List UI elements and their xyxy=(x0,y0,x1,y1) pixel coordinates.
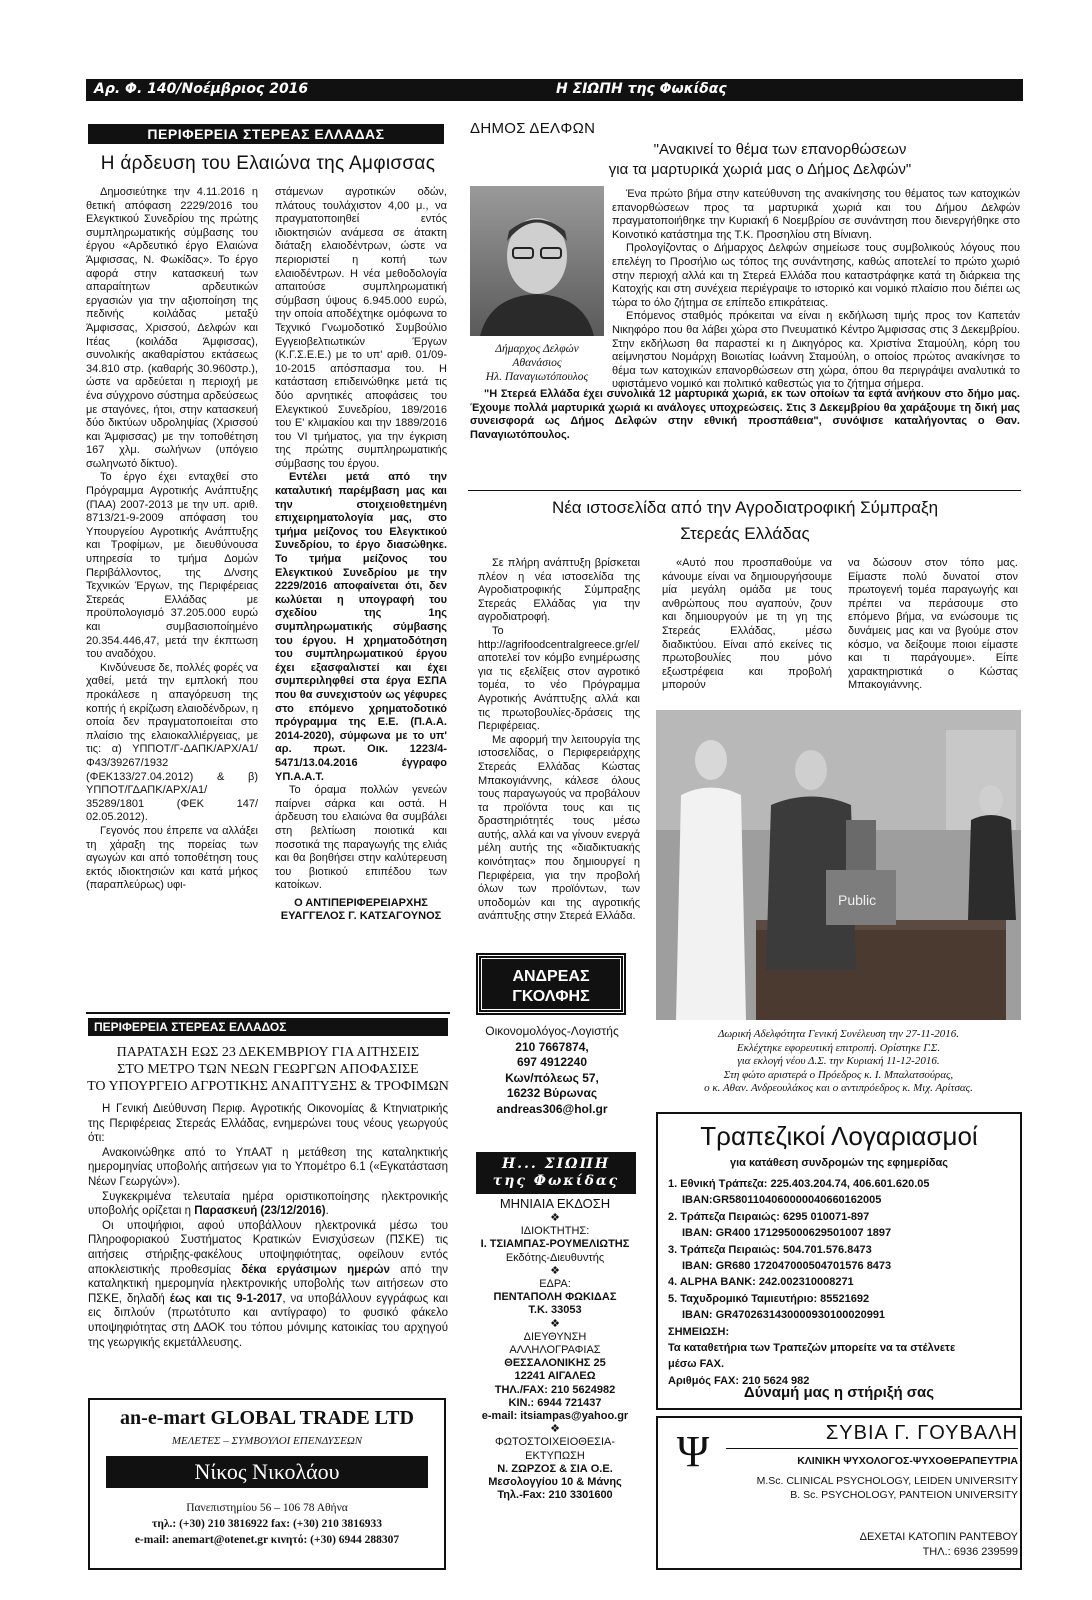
ad2-line: Οικονομολόγος-Λογιστής xyxy=(485,1024,619,1038)
art4-p4 xyxy=(88,1219,448,1350)
art3-c1-p2: Το http://agrifoodcentralgreece.gr/el/ αποτελεί τον κόμβο ενημέρωσης για τις εξελίξεις στον αγροτικό τομέα, το νέο Πρόγραμμα Αγροτικής Ανάπτυξης αλλά και τις πρωτοβουλίες-δράσεις της Περιφέρειας. xyxy=(478,624,640,733)
separator-icon: ❖ xyxy=(550,1317,560,1330)
bank-line: 3. Τράπεζα Πειραιώς: 504.701.576.8473 xyxy=(668,1243,872,1256)
divider xyxy=(86,1012,450,1014)
ad1-address: Πανεπιστημίου 56 – 106 78 Αθήνα xyxy=(186,1502,348,1514)
masthead-owner-label: ΙΔΙΟΚΤΗΤΗΣ: xyxy=(520,1225,590,1238)
mayor-photo xyxy=(470,186,604,336)
bank-line: 4. ALPHA BANK: 242.002310008271 xyxy=(668,1276,854,1289)
masthead-email: e-mail: itsiampas@yahoo.gr xyxy=(481,1410,629,1423)
bank-accounts-box xyxy=(656,1112,1022,1410)
mayor-portrait-icon xyxy=(470,186,604,336)
masthead-mail-1: ΘΕΣΣΑΛΟΝΙΚΗΣ 25 xyxy=(504,1357,606,1370)
bank-title: Τραπεζικοί Λογαριασμοί xyxy=(700,1121,978,1151)
masthead-subtitle: ΜΗΝΙΑΙΑ ΕΚΔΟΣΗ xyxy=(499,1196,611,1211)
masthead-seat-tk: Τ.Κ. 33053 xyxy=(528,1304,582,1317)
ad3-role: ΚΛΙΝΙΚΗ ΨΥΧΟΛΟΓΟΣ-ΨΥΧΟΘΕΡΑΠΕΥΤΡΙΑ xyxy=(797,1455,1018,1467)
ad2-details xyxy=(470,1024,634,1117)
art2-title-2: για τα μαρτυρικά χωριά μας ο Δήμος Δελφών" xyxy=(608,161,912,178)
caption-line: Δήμαρχος Δελφών xyxy=(495,343,579,355)
art3-c3-p1: να δώσουν στον τόπο μας. Είμαστε πολύ δυνατοί στον πρωτογενή τομέα παραγωγής και πρέπει να περάσουμε στο επόμενο βήμα, να ενώσουμε τις δυνάμεις μας και να βγούμε στον κόσμο, να δείξουμε ποιοι είμαστε και τι παράγουμε». Είπε χαρακτηριστικά ο Κώστας Μπακογιάννης. xyxy=(848,557,1018,692)
issue-date: Αρ. Φ. 140/Νοέμβριος 2016 xyxy=(94,81,309,97)
caption-line: Ηλ. Παναγιωτόπουλος xyxy=(485,371,589,383)
caption-line: Δωρική Αδελφότητα Γενική Συνέλευση την 27-11-2016. xyxy=(717,1028,960,1040)
ad1-subtitle: ΜΕΛΕΤΕΣ – ΣΥΜΒΟΥΛΟΙ ΕΠΕΝΔΥΣΕΩΝ xyxy=(171,1435,363,1447)
masthead-seat: ΠΕΝΤΑΠΟΛΗ ΦΩΚΙΔΑΣ xyxy=(493,1291,617,1304)
masthead-mob: ΚΙΝ.: 6944 721437 xyxy=(508,1396,602,1409)
masthead-print-2: Μεσολογγίου 10 & Μάνης xyxy=(488,1476,622,1489)
art1-c1-p4: Γεγονός που έπρεπε να αλλάξει τη χάραξη της πορείας των αγωγών και από τοποθέτηση τους εκτός ιδιοκτησιών και κατά μήκος (παραπλεύρως) υφι- xyxy=(86,824,258,892)
art2-title-1: "Ανακινεί το θέμα των επανορθώσεων xyxy=(653,141,907,158)
ad3-name: ΣΥΒΙΑ Γ. ΓΟΥΒΑΛΗ xyxy=(825,1422,1018,1444)
association-photo xyxy=(656,710,1021,1020)
art4-body xyxy=(88,1102,448,1392)
art4-p1: Η Γενική Διεύθυνση Περιφ. Αγροτικής Οικονομίας & Κτηνιατρικής της Περιφέρειας Στερεάς Ελλάδας, ενημερώνει τους νέους γεωργούς ότι: xyxy=(88,1103,448,1145)
art3-c1-p3: Με αφορμή την λειτουργία της ιστοσελίδας, ο Περιφερειάρχης Στερεάς Ελλάδας Κώστας Μπακογιάννης, κάλεσε όλους τους παραγωγούς να προβάλουν τα προϊόντα τους και τις δραστηριότητές τους μέσω αυτής, αλλά και να γίνουν ενεργά μέλη αυτής της «διαδικτυακής κοινότητας» που δημιουργεί η Περιφέρεια, για την προβολή όλων των προϊόντων, των υποδομών και της αγροτικής ανάπτυξης στην Στερεά Ελλάδα. xyxy=(478,733,640,923)
masthead-owner: Ι. ΤΣΙΑΜΠΑΣ-ΡΟΥΜΕΛΙΩΤΗΣ xyxy=(480,1238,630,1251)
art2-p1: Ένα πρώτο βήμα στην κατεύθυνση της ανακίνησης του θέματος των κατοχικών επανορθώσεων προς τα μαρτυρικά χωριά και του Δήμου Δελφών πραγματοποιήθηκε την Κυριακή 6 Νοεμβρίου σε συνάντηση που διενεργήθηκε στο Κοινοτικό κατάστημα της Τ.Κ. Προσηλίου στη Βίνιανη. xyxy=(612,188,1020,241)
association-caption xyxy=(656,1028,1021,1096)
bank-line: 5. Ταχυδρομικό Ταμιευτήριο: 85521692 xyxy=(668,1292,870,1305)
art3-column-3 xyxy=(848,557,1018,707)
art3-column-1 xyxy=(478,557,640,947)
bank-line: 2. Τράπεζα Πειραιώς: 6295 010071-897 xyxy=(668,1210,870,1223)
ad1-name: Νίκος Νικολάου xyxy=(106,1456,428,1488)
masthead-print-label: ΦΩΤΟΣΤΟΙΧΕΙΟΘΕΣΙΑ-ΕΚΤΥΠΩΣΗ xyxy=(494,1436,616,1462)
ad2-email: andreas306@hol.gr xyxy=(496,1101,608,1116)
art2-kicker: ΔΗΜΟΣ ΔΕΛΦΩΝ xyxy=(470,120,596,137)
bank-subtitle: για κατάθεση συνδρομών της εφημερίδας xyxy=(730,1157,948,1169)
masthead-info xyxy=(470,1196,640,1502)
art2-column xyxy=(612,188,1020,391)
bank-slogan: Δύναμή μας η στήριξή σας xyxy=(743,1384,935,1401)
art1-c2-p2: Εντέλει μετά από την καταλυτική παρέμβαση μας και την στοιχειοθετημένη επιχειρηματολογία μας, στο τμήμα μείζονος του Ελεγκτικού Συνεδρίου, το έργο διασώθηκε. Το τμήμα μείζονος του Ελεγκτικού Συνεδρίου με την 2229/2016 αποφαίνεται ότι, δεν κωλύεται η υπογραφή του σχεδίου της 1ης συμπληρωματικής σύμβασης του έργου. Η χρηματοδότηση του συμπληρωματικού έργου έχει εξασφαλιστεί και έχει συμπεριληφθεί στα έργα ΕΣΠΑ που θα συνεχιστούν ως γέφυρες στο επόμενο χρηματοδοτικό πρόγραμμα της Ε.Ε. (Π.Α.Α. 2014-2020), σύμφωνα με το υπ' αρ. πρωτ. Οικ. 1223/4-5471/13.04.2016 έγγραφο ΥΠ.Α.Α.Τ. xyxy=(275,471,447,783)
ad2-line: Κων/πόλεως 57, xyxy=(505,1070,599,1085)
art4-title-line: ΤΟ ΥΠΟΥΡΓΕΙΟ ΑΓΡΟΤΙΚΗΣ ΑΝΑΠΤΥΞΗΣ & ΤΡΟΦΙΜΩΝ xyxy=(87,1079,449,1094)
ad1-phone: τηλ.: (+30) 210 3816922 fax: (+30) 210 3816933 xyxy=(152,1518,382,1530)
bank-note: Τα καταθετήρια των Τραπεζών μπορείτε να τα στέλνετε μέσω FAX. xyxy=(668,1342,956,1371)
page-number: 5 xyxy=(1082,81,1092,97)
art2-p3: Επόμενος σταθμός πρόκειται να είναι η εκδήλωση τιμής προς τον Καπετάν Νικηφόρο που θα λάβει χώρα στο Πνευματικό Κέντρο Άμφισσας στις 3 Δεκεμβρίου. Στην εκδήλωση θα παραστεί κι η Δικηγόρος κα. Χριστίνα Σταμούλη, κόρη του αείμνηστου Νομάρχη Βοιωτίας Ιωάννη Σταμούλη, ο οποίος πρώτος ανακίνησε το θέμα των κατοχικών επανορθώσεων στη χώρα, όπου θα περιγράψει αναλυτικά το υφιστάμενο νομικό και πολιτικό καθεστώς για το ζήτημα σήμερα. xyxy=(612,310,1020,391)
art1-kicker: ΠΕΡΙΦΕΡΕΙΑ ΣΤΕΡΕΑΣ ΕΛΛΑΔΑΣ xyxy=(88,124,444,144)
art2-p2: Προλογίζοντας ο Δήμαρχος Δελφών σημείωσε τους συμβολικούς λόγους που επελέγη το Προσήλιο ως τόπος της συνάντησης, καθώς αποτελεί το πρώτο χωριό στην περιοχή αλλά και τη Στερεά Ελλάδα που καταστράφηκε κατά τη διάρκεια της Κατοχής και στη συνέχεια περιέγραψε το ιστορικό και νομικό πλαίσιο που διέπει ως τώρα το όλο ζήτημα σε επίπεδο επικράτειας. xyxy=(612,242,1020,309)
art1-column-2 xyxy=(275,186,447,1012)
ad3-degree-2: B. Sc. PSYCHOLOGY, PANTEION UNIVERSITY xyxy=(790,1489,1018,1501)
art1-column-1 xyxy=(86,186,258,1012)
ad3-appointment xyxy=(718,1530,1018,1560)
ad1-company: an-e-mart GLOBAL TRADE LTD xyxy=(120,1407,414,1429)
bank-iban: IBAN: GR680 172047000504701576 8473 xyxy=(682,1260,892,1273)
art3-c2-p1: «Αυτό που προσπαθούμε να κάνουμε είναι να δημιουργήσουμε μία μεγάλη ομάδα με τους ανθρώπους που αγαπούν, ζουν και δημιουργούν με τη γη της Στερεάς Ελλάδας, μέσω διαδικτύου. Είναι από εκείνες τις πρωτοβουλίες που μόνο εξωστρέφεια και προβολή μπορούν xyxy=(662,557,832,692)
art1-signature-title: Ο ΑΝΤΙΠΕΡΙΦΕΡΕΙΑΡΧΗΣ xyxy=(294,896,428,909)
masthead-title-1: Η... ΣΙΩΠΗ xyxy=(501,1156,611,1172)
ad2-name: ΑΝΔΡΕΑΣ ΓΚΟΛΦΗΣ xyxy=(478,955,624,1013)
ad3-degrees xyxy=(718,1474,1018,1502)
art4-title-line: ΣΤΟ ΜΕΤΡΟ ΤΩΝ ΝΕΩΝ ΓΕΩΡΓΩΝ ΑΠΟΦΑΣΙΣΕ xyxy=(117,1062,419,1077)
ad2-line: 697 4912240 xyxy=(516,1055,588,1069)
art4-p3 xyxy=(88,1190,448,1219)
anemart-ad xyxy=(88,1398,446,1570)
art2-quote-text: "Η Στερεά Ελλάδα έχει συνολικά 12 μαρτυρικά χωριά, εκ των οποίων τα εφτά ανήκουν στο δήμο μας. Έχουμε πολλά μαρτυρικά χωριά κι ανάλογες υποχρεώσεις. Στις 3 Δεκεμβρίου θα χαράξουμε τη δική μας συνεισφορά ως Δήμος Δελφών στην εθνική προσπάθεια", συνόψισε καταλήγοντας ο Θαν. Παναγιωτόπουλος. xyxy=(470,388,1020,441)
ad2-line: 210 7667874, xyxy=(515,1039,589,1054)
bag-text: Public xyxy=(838,892,877,908)
art4-p2: Ανακοινώθηκε από το ΥπΑΑΤ η μετάθεση της καταληκτικής ημερομηνίας υποβολής αιτήσεων για το Υπομέτρο 6.1 («Εγκατάσταση Νέων Γεωργών»). xyxy=(88,1146,448,1188)
separator-icon: ❖ xyxy=(550,1423,560,1436)
masthead-logo xyxy=(476,1152,636,1194)
art3-title-1: Νέα ιστοσελίδα από την Αγροδιατροφική Σύμπραξη xyxy=(551,498,939,517)
masthead-seat-label: ΕΔΡΑ: xyxy=(539,1278,571,1291)
masthead-print-1: Ν. ΖΩΡΖΟΣ & ΣΙΑ Ο.Ε. xyxy=(497,1462,613,1475)
art4-days: δέκα εργάσιμων ημερών xyxy=(241,1263,390,1276)
ad2-line: 16232 Βύρωνας xyxy=(506,1086,598,1100)
caption-line: για εκλογή νέου Δ.Σ. την Κυριακή 11-12-2016. xyxy=(737,1055,940,1067)
caption-line: Αθανάσιος xyxy=(512,357,562,369)
art1-c1-p3: Κινδύνευσε δε, πολλές φορές να χαθεί, μετά την εμπλοκή που προκάλεσε η απαγόρευση της κοπής ή εκρίζωση ελαιοδένδρων, η οποία δεν πραγματοποιείται στο πλαίσιο της ελαιοκαλλιέργειας, με τις: α) ΥΠΠΟΤ/Γ-ΔΑΠΚ/ΑΡΧ/Α1/Φ43/39267/1932 (ΦΕΚ133/27.04.2012) & β) ΥΠΠΟΤ/ΓΔΑΠΚ/ΑΡΧ/Α1/ 35289/1801 (ΦΕΚ 147/ 02.05.2012). xyxy=(86,661,258,824)
art4-p3-text: Συγκεκριμένα τελευταία ημέρα οριστικοποίησης ηλεκτρονικής υποβολής ορίζεται η xyxy=(88,1190,448,1218)
masthead-mail-2: 12241 ΑΙΓΑΛΕΩ xyxy=(514,1370,596,1383)
art3-title-2: Στερεάς Ελλάδας xyxy=(680,524,810,543)
masthead-mail-label: ΔΙΕΥΘΥΝΣΗ ΑΛΛΗΛΟΓΡΑΦΙΑΣ xyxy=(509,1330,601,1357)
art1-signature-name: ΕΥΑΓΓΕΛΟΣ Γ. ΚΑΤΣΑΓΟΥΝΟΣ xyxy=(280,910,442,923)
bank-iban: IBAN: GR400 171295000629501007 1897 xyxy=(682,1227,892,1240)
bank-iban: IBAN:GR5801104060000040660162005 xyxy=(682,1194,882,1207)
mayor-caption xyxy=(470,342,604,384)
separator-icon: ❖ xyxy=(550,1264,560,1277)
psi-symbol-icon: Ψ xyxy=(676,1427,710,1476)
ad3-phone: ΤΗΛ.: 6936 239599 xyxy=(922,1546,1018,1558)
ad1-contact xyxy=(90,1500,444,1548)
art1-c2-p1: στάμενων αγροτικών οδών, πλάτους τουλάχιστον 4,00 μ., να πραγματοποιηθεί εντός ιδιοκτησιών ανάμεσα σε άτακτη διάταξη ελαιοδέντρων, ώστε να περιοριστεί η κοπή των ελαιοδέντρων. Η νέα μεθοδολογία απαιτούσε συμπληρωματική σύμβαση ύψους 6.945.000 ευρώ, την οποία αποδέχτηκε ομόφωνα το Τεχνικό Γνωμοδοτικό Συμβούλιο Εγγειοβελτιωτικών Έργων (Κ.Γ.Σ.Ε.Ε.) με το υπ' αριθ. 01/09-10-2015 απόσπασμα του. Η κατάσταση επιδεινώθηκε μετά τις δύο αρνητικές αποφάσεις του Ελεγκτικού Συνεδρίου, 189/2016 του Ε' κλιμακίου και την 1889/2016 του VI τμήματος, για την έγκριση της πρώτης συμπληρωματικής σύμβασης του έργου. xyxy=(275,186,447,470)
art3-c1-p1: Σε πλήρη ανάπτυξη βρίσκεται πλέον η νέα ιστοσελίδα της Αγροδιατροφικής Σύμπραξης Στερεάς Ελλάδας για την αγροδιατροφή. xyxy=(478,557,640,624)
separator-icon: ❖ xyxy=(550,1212,560,1224)
meeting-scene-icon xyxy=(656,710,1021,1020)
bank-list xyxy=(662,1176,1018,1389)
ad1-email: e-mail: anemart@otenet.gr κινητό: (+30) 6944 288307 xyxy=(134,1534,400,1546)
caption-line: ο κ. Αθαν. Ανδρεουλάκος και ο αντιπρόεδρος κ. Μιχ. Αρίτσας. xyxy=(704,1082,973,1094)
art4-p4-text: Οι υποψήφιοι, αφού υποβάλλουν ηλεκτρονικά μέσω του Πληροφοριακού Συστήματος Κρατικών Ενισχύσεων (ΠΣΚΕ) τις αιτήσεις στήριξης-φακέλους υποψηφιότητας, οφείλουν εντός αποκλειστικής προθεσμίας xyxy=(88,1219,448,1276)
bank-note-label: ΣΗΜΕΙΩΣΗ: xyxy=(668,1325,730,1338)
art4-deadline: Παρασκευή (23/12/2016) xyxy=(194,1205,326,1218)
art2-quote xyxy=(470,388,1020,448)
art4-kicker: ΠΕΡΙΦΕΡΕΙΑ ΣΤΕΡΕΑΣ ΕΛΛΑΔΟΣ xyxy=(88,1018,448,1036)
divider xyxy=(726,1448,1018,1449)
bank-iban: IBAN: GR4702631430000930100020991 xyxy=(682,1309,886,1322)
ad3-appt: ΔΕΧΕΤΑΙ ΚΑΤΟΠΙΝ ΡΑΝΤΕΒΟΥ xyxy=(859,1531,1018,1543)
page-header xyxy=(86,79,1092,101)
masthead-title-2: της Φωκίδας xyxy=(492,1173,620,1189)
divider xyxy=(468,490,1021,491)
bank-line: 1. Εθνική Τράπεζα: 225.403.204.74, 406.601.620.05 xyxy=(668,1178,930,1190)
art4-p3-end: . xyxy=(325,1205,329,1218)
art4-p4-text3: , να υποβάλλουν εγγράφως και εις διπλούν (πρωτότυπο και αντίγραφο) το φυσικό φάκελο υποψηφιότητας στη ΔΑΟΚ του τόπου μόνιμης κατοικίας του αρχηγού της γεωργικής εκμετάλλευσης. xyxy=(88,1292,448,1349)
art4-title-line: ΠΑΡΑΤΑΣΗ ΕΩΣ 23 ΔΕΚΕΜΒΡΙΟΥ ΓΙΑ ΑΙΤΗΣΕΙΣ xyxy=(116,1045,420,1060)
art3-column-2 xyxy=(662,557,832,707)
art1-c2-p3: Το όραμα πολλών γενεών παίρνει σάρκα και οστά. Η άρδευση του ελαιώνα θα συμβάλει στη βελτίωση ποιοτικά και ποσοτικά της παραγωγής της ελιάς και θα βοηθήσει στην καλύτερευση του βιοτικού επιπέδου των κατοίκων. xyxy=(275,784,447,892)
art4-date: έως και τις 9-1-2017 xyxy=(169,1292,283,1305)
masthead-print-3: Τηλ.-Fax: 210 3301600 xyxy=(497,1489,613,1502)
newspaper-name: Η ΣΙΩΠΗ της Φωκίδας xyxy=(556,81,727,97)
masthead-owner-role: Εκδότης-Διευθυντής xyxy=(505,1251,605,1264)
art1-title: Η άρδευση του Ελαιώνα της Αμφισσας xyxy=(100,153,436,174)
art4-p4-text2: από την καταληκτική ημερομηνία ηλεκτρονικής υποβολής των αιτήσεων στο ΠΣΚΕ, δηλαδή xyxy=(88,1263,448,1305)
masthead-tel: ΤΗΛ./FAX: 210 5624982 xyxy=(494,1383,616,1396)
ad3-degree-1: M.Sc. CLINICAL PSYCHOLOGY, LEIDEN UNIVERSITY xyxy=(756,1475,1018,1487)
art4-title xyxy=(86,1044,450,1095)
caption-line: Εκλέχτηκε εφορευτική επιτροπή. Ορίστηκε Γ.Σ. xyxy=(736,1041,941,1054)
psychologist-ad xyxy=(656,1416,1022,1570)
caption-line: Στη φώτο αριστερά ο Πρόεδρος κ. Ι. Μπαλατσούρας, xyxy=(723,1068,954,1081)
bank-fax: Αριθμός FAX: 210 5624 982 xyxy=(668,1374,810,1387)
art1-c1-p2: Το έργο έχει ενταχθεί στο Πρόγραμμα Αγροτικής Ανάπτυξης (ΠΑΑ) 2007-2013 με την υπ. αριθ. 8713/21-9-2009 απόφαση του Υπουργείου Αγροτικής Ανάπτυξης και Τροφίμων, με διευθύνουσα υπηρεσία το τμήμα Δομών Περιβάλλοντος, της Δ/νσης Τεχνικών Έργων, της Περιφέρειας Στερεάς Ελλάδας με προϋπολογισμό 37.205.000 ευρώ και συμβασιοποίημένο 20.354.446,47, μετά την έκπτωση του αναδόχου. xyxy=(86,471,258,661)
art1-c1-p1: Δημοσιεύτηκε την 4.11.2016 η θετική απόφαση 2229/2016 του Ελεγκτικού Συνεδρίου της πρώτης συμπληρωματικής σύμβασης του έργου «Αρδευτικό έργο Ελαιώνα Άμφισσας, Ν. Φωκίδας». Το έργο αφορά στην κατασκευή των απαραίτητων αρδευτικών εργασιών για την αξιοποίηση της πεδινής κοιλάδας μεταξύ Άμφισσας, Χρισσού, Δελφών και Ιτέας (κοιλάδα Άμφισσας), συνολικής ακαθαρίστου εκτάσεως 34.810 στρ. (καθαρής 30.960στρ.), ώστε να αρδεύεται η περιοχή με ένα σύγχρονο σύστημα αρδεύσεως με σταγόνες, ήτοι, στην κατασκευή δύο δικτύων υδροληψίας (Χρισσού και Άμφισσας) με την τοποθέτηση 167 χλμ. σωλήνων (υπόγειο σωληνωτό δίκτυο). xyxy=(86,186,258,470)
